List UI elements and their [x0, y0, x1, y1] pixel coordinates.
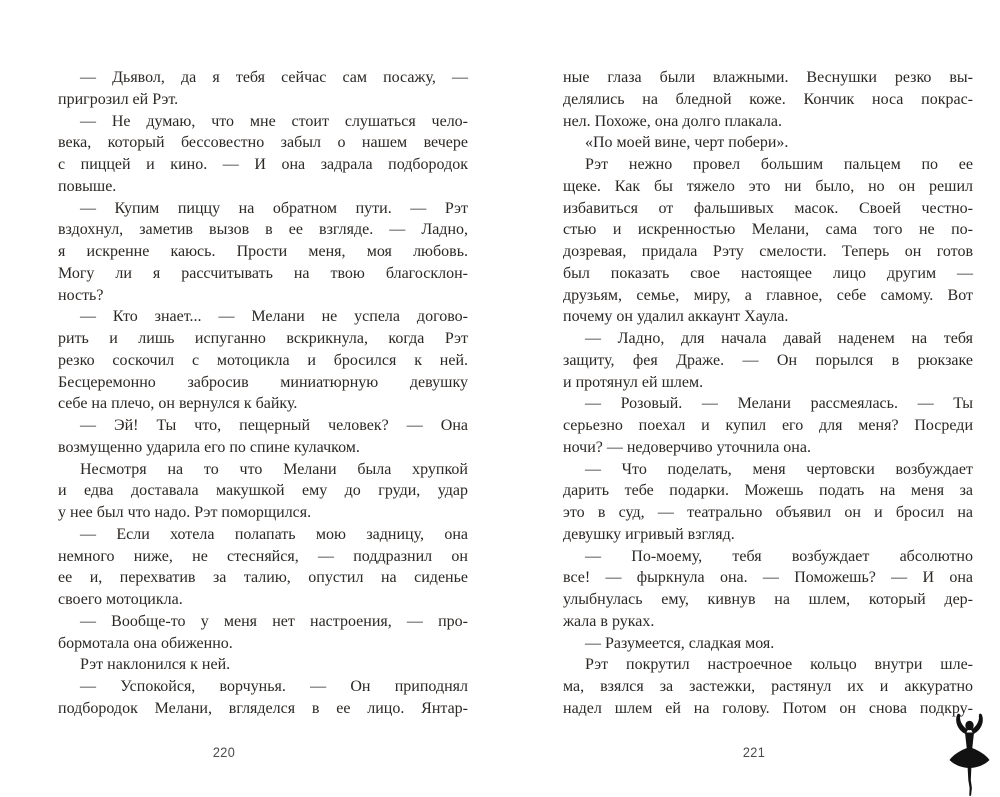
text-line: — Вообще-то у меня нет настроения, — про- — [80, 612, 468, 630]
text-line: серьезно поехал и купил его для меня? Посреди — [563, 417, 973, 434]
text-line: повыше. — [58, 177, 117, 195]
text-line: делялись на бледной коже. Кончик носа покрас- — [563, 90, 973, 108]
text-line: друзьям, семье, миру, а главное, себе самому. Вот — [563, 286, 973, 304]
text-line: с пиццей и кино. — И она задрала подбородок — [58, 156, 468, 173]
ballerina-silhouette-icon — [945, 712, 993, 796]
text-line: и едва доставала макушкой ему до груди, удар — [58, 482, 468, 500]
text-line: улыбнулась ему, кивнув на шлем, который дер- — [563, 591, 973, 608]
text-line: бормотала она обиженно. — [58, 634, 233, 652]
text-line: ночи? — недоверчиво уточнила она. — [563, 438, 811, 456]
text-line: Рэт нежно провел большим пальцем по ее — [585, 156, 973, 173]
text-line: себе на плечо, он вернулся к байку. — [58, 395, 298, 413]
text-line: немного ниже, не стесняйся, — поддразнил он — [58, 547, 468, 565]
text-line: — Если хотела полапать мою задницу, она — [80, 525, 468, 543]
text-line: избавиться от фальшивых масок. Своей честно- — [563, 199, 973, 217]
text-line: почему он удалил аккаунт Хаула. — [563, 308, 789, 326]
text-line: Могу ли я рассчитывать на твою благосклон- — [58, 264, 468, 282]
text-line: возмущенно ударила его по спине кулачком. — [58, 438, 360, 456]
text-line: это в суд, — театрально объявил он и бросил на — [563, 504, 973, 521]
text-line: пригрозил ей Рэт. — [58, 90, 179, 108]
text-line: защиту, фея Драже. — Он порылся в рюкзаке — [563, 351, 973, 369]
page-right-text-column — [563, 67, 973, 720]
text-line: жала в руках. — [563, 612, 655, 630]
page-number-left: 220 — [212, 745, 236, 760]
text-line: и протянул ей шлем. — [563, 373, 704, 391]
page-number-right: 221 — [742, 745, 766, 760]
text-line: резко соскочил с мотоцикла и бросился к ней. — [58, 351, 468, 369]
text-line: — Успокойся, ворчунья. — Он приподнял — [80, 678, 468, 695]
text-line: девушку игривый взгляд. — [563, 525, 735, 543]
text-line: — Не думаю, что мне стоит слушаться чело- — [80, 112, 468, 130]
text-line: — Купим пиццу на обратном пути. — Рэт — [80, 199, 468, 217]
text-line: вздохнул, заметив вызов в ее взгляде. — Ладно, — [58, 221, 468, 239]
text-line: дарить тебе подарки. Можешь подать на меня за — [563, 482, 973, 500]
text-line: щеке. Как бы тяжело это ни было, но он решил — [563, 177, 973, 195]
text-line: нел. Похоже, она долго плакала. — [563, 112, 782, 130]
text-line: ма, взялся за застежки, растянул их и аккуратно — [563, 678, 973, 695]
text-line: Бесцеремонно забросив миниатюрную девушку — [58, 373, 468, 391]
text-line: надел шлем ей на голову. Потом он снова подкру- — [563, 699, 973, 717]
text-line: Рэт наклонился к ней. — [80, 656, 231, 674]
text-line: дозревая, придала Рэту смелости. Теперь он готов — [563, 243, 973, 260]
text-line: — Розовый. — Мелани рассмеялась. — Ты — [585, 395, 973, 413]
text-line: своего мотоцикла. — [58, 591, 183, 608]
text-line: — По-моему, тебя возбуждает абсолютно — [585, 547, 973, 565]
text-line: у нее был что надо. Рэт поморщился. — [58, 504, 312, 521]
text-line: — Что поделать, меня чертовски возбуждает — [585, 460, 973, 478]
text-line: ее и, перехватив за талию, опустил на сиденье — [58, 569, 468, 587]
text-line: — Эй! Ты что, пещерный человек? — Она — [80, 417, 468, 434]
text-line: стью и искренностью Мелани, сама того не по- — [563, 221, 973, 239]
text-line: «По моей вине, черт побери». — [585, 134, 789, 152]
text-line: века, который бессовестно забыл о нашем вечере — [58, 134, 468, 152]
text-line: был показать свое настоящее лицо другим — — [563, 264, 973, 282]
text-line: — Ладно, для начала давай наденем на тебя — [585, 330, 973, 347]
text-line: Несмотря на то что Мелани была хрупкой — [80, 460, 468, 478]
text-line: подбородок Мелани, вгляделся в ее лицо. Янтар- — [58, 699, 468, 717]
text-line: — Разумеется, сладкая моя. — [585, 634, 775, 652]
page-left-text-column — [58, 67, 468, 720]
text-line: ные глаза были влажными. Веснушки резко вы- — [563, 69, 973, 86]
text-line: — Кто знает... — Мелани не успела догово- — [80, 308, 468, 326]
text-line: ность? — [58, 286, 104, 304]
text-line: — Дьявол, да я тебя сейчас сам посажу, — — [80, 69, 468, 86]
text-line: рить и лишь испуганно вскрикнула, когда Рэт — [58, 330, 468, 347]
text-line: я искренне каюсь. Прости меня, моя любовь. — [58, 243, 468, 260]
text-line: Рэт покрутил настроечное кольцо внутри шле- — [585, 656, 973, 674]
text-line: все! — фыркнула она. — Поможешь? — И она — [563, 569, 973, 587]
